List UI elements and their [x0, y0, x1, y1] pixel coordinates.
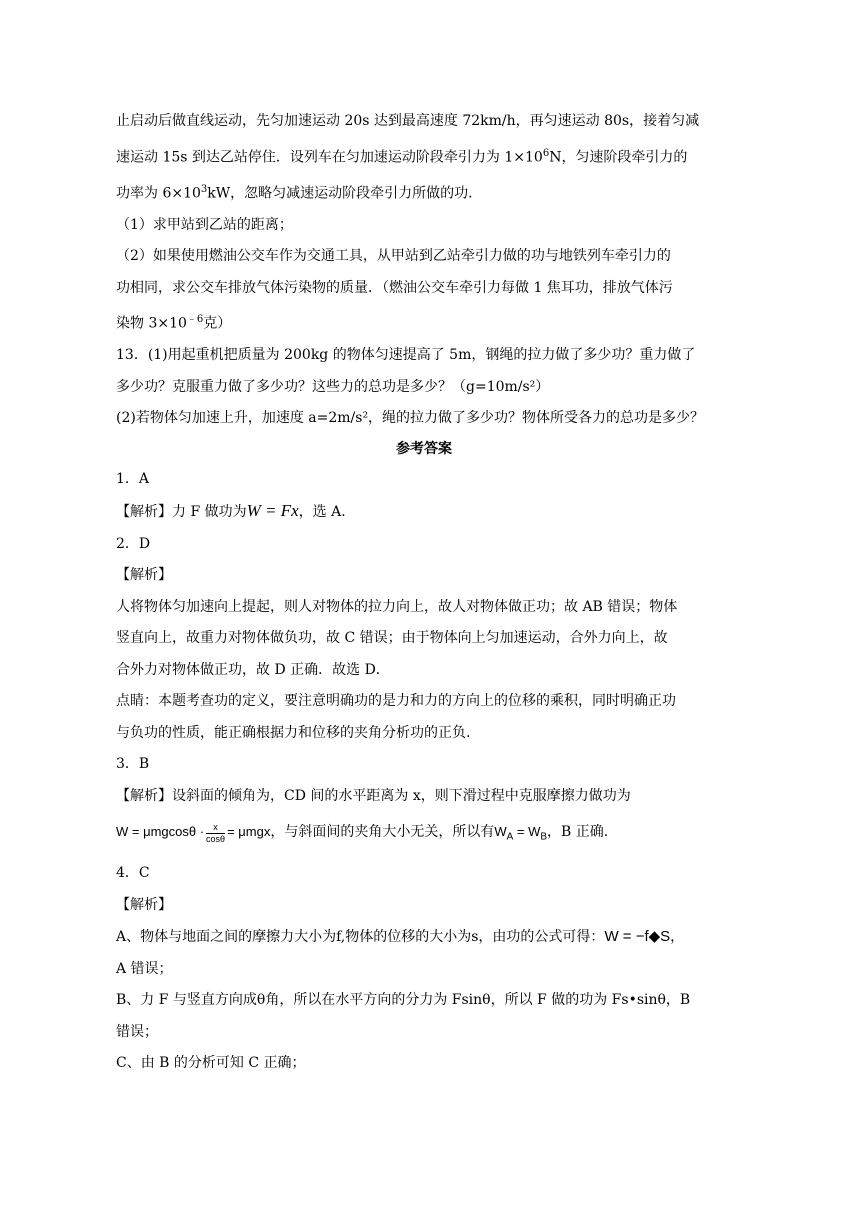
q13-line-3: (2)若物体匀加速上升，加速度 a=2m/s²，绳的拉力做了多少功？物体所受各力的总功是多少？ — [116, 410, 705, 427]
q12-part-2-line-3: 染物 $3\times 10^{﹣6}$克） — [116, 314, 232, 332]
answer-2-line-2: 竖直向上，故重力对物体做负功，故 C 错误；由于物体向上匀加速运动，合外力向上，故 — [116, 630, 668, 647]
answer-2-line-3: 合外力对物体做正功，故 D 正确．故选 D． — [116, 661, 390, 678]
answer-2-note-line-1: 点睛：本题考查功的定义，要注意明确功的是力和力的方向上的位移的乘积，同时明确正功 — [116, 693, 676, 710]
answer-2-tag: 【解析】 — [116, 567, 172, 584]
answer-4-line-3: B、力 F 与竖直方向成θ角，所以在水平方向的分力为 Fsinθ，所以 F 做的功为 Fs•sinθ，B — [116, 992, 691, 1009]
question-13 — [116, 340, 732, 435]
answer-1-number: 1．A — [116, 470, 150, 487]
answer-1-explanation: 【解析】力 F 做功为W = Fx，选 A. — [116, 501, 346, 521]
answer-2-number: 2．D — [116, 535, 151, 552]
q13-line-2: 多少功？克服重力做了多少功？这些力的总功是多少？（g=10m/s²） — [116, 378, 550, 395]
answer-4-line-4: 错误； — [116, 1023, 158, 1040]
formula-friction-work: W = μmgcosθ · $\frac{x}{\cos\theta}$ = μmgx — [116, 821, 271, 844]
answer-4-line-1: A、物体与地面之间的摩擦力大小为f,物体的位移的大小为s，由功的公式可得：W = −f◆S， — [116, 928, 685, 946]
answer-2-note-line-2: 与负功的性质，能正确根据力和位移的夹角分析功的正负. — [116, 724, 471, 741]
q12-part-1: （1）求甲站到乙站的距离； — [116, 216, 293, 233]
formula-w-fx: W = Fx — [246, 501, 299, 521]
document-content — [116, 106, 732, 1080]
q13-line-1: 13．(1)用起重机把质量为 200kg 的物体匀速提高了 5m，钢绳的拉力做了多少功？重力做了 — [116, 347, 696, 364]
answer-2-line-1: 人将物体匀加速向上提起，则人对物体的拉力向上，故人对物体做正功；故 AB 错误；物体 — [116, 598, 678, 615]
formula-wa-wb: $W_A = W_B$ — [494, 824, 548, 844]
q12-line-1: 止启动后做直线运动，先匀加速运动 20s 达到最高速度 72km/h，再匀速运动 80s，接着匀减 — [116, 113, 700, 129]
fraction: $\frac{x}{\cos\theta}$ — [206, 821, 226, 844]
q12-part-2-line-2: 功相同，求公交车排放气体污染物的质量．（燃油公交车牵引力每做 1 焦耳功，排放气体污 — [116, 279, 673, 296]
answer-4-line-2: A 错误； — [116, 960, 173, 977]
q12-line-3: 功率为 $6\times 10^3kW$，忽略匀减速运动阶段牵引力所做的功． — [116, 183, 483, 202]
question-12 — [116, 106, 732, 340]
answer-3-line-1: 【解析】设斜面的倾角为，CD 间的水平距离为 x，则下滑过程中克服摩擦力做功为 — [116, 787, 631, 804]
answer-4-number: 4．C — [116, 865, 150, 882]
q12-part-2-line-1: （2）如果使用燃油公交车作为交通工具，从甲站到乙站牵引力做的功与地铁列车牵引力的 — [116, 248, 671, 265]
q12-line-2: 速运动 15s 到达乙站停住．设列车在匀加速运动阶段牵引力为 $1\times 10^6N$，匀速阶段牵引力的 — [116, 147, 688, 166]
formula-w-fs: W = −f◆S — [604, 928, 671, 946]
answer-4-line-5: C、由 B 的分析可知 C 正确； — [116, 1055, 306, 1072]
answer-3-number: 3．B — [116, 756, 150, 773]
answer-3-line-2: W = μmgcosθ · $\frac{x}{\cos\theta}$ = μmgx，与斜面间的夹角大小无关，所以有$W_A = W_B$，B 正确. — [116, 821, 609, 844]
answer-4-tag: 【解析】 — [116, 896, 172, 913]
answers-title: 参考答案 — [396, 440, 452, 457]
